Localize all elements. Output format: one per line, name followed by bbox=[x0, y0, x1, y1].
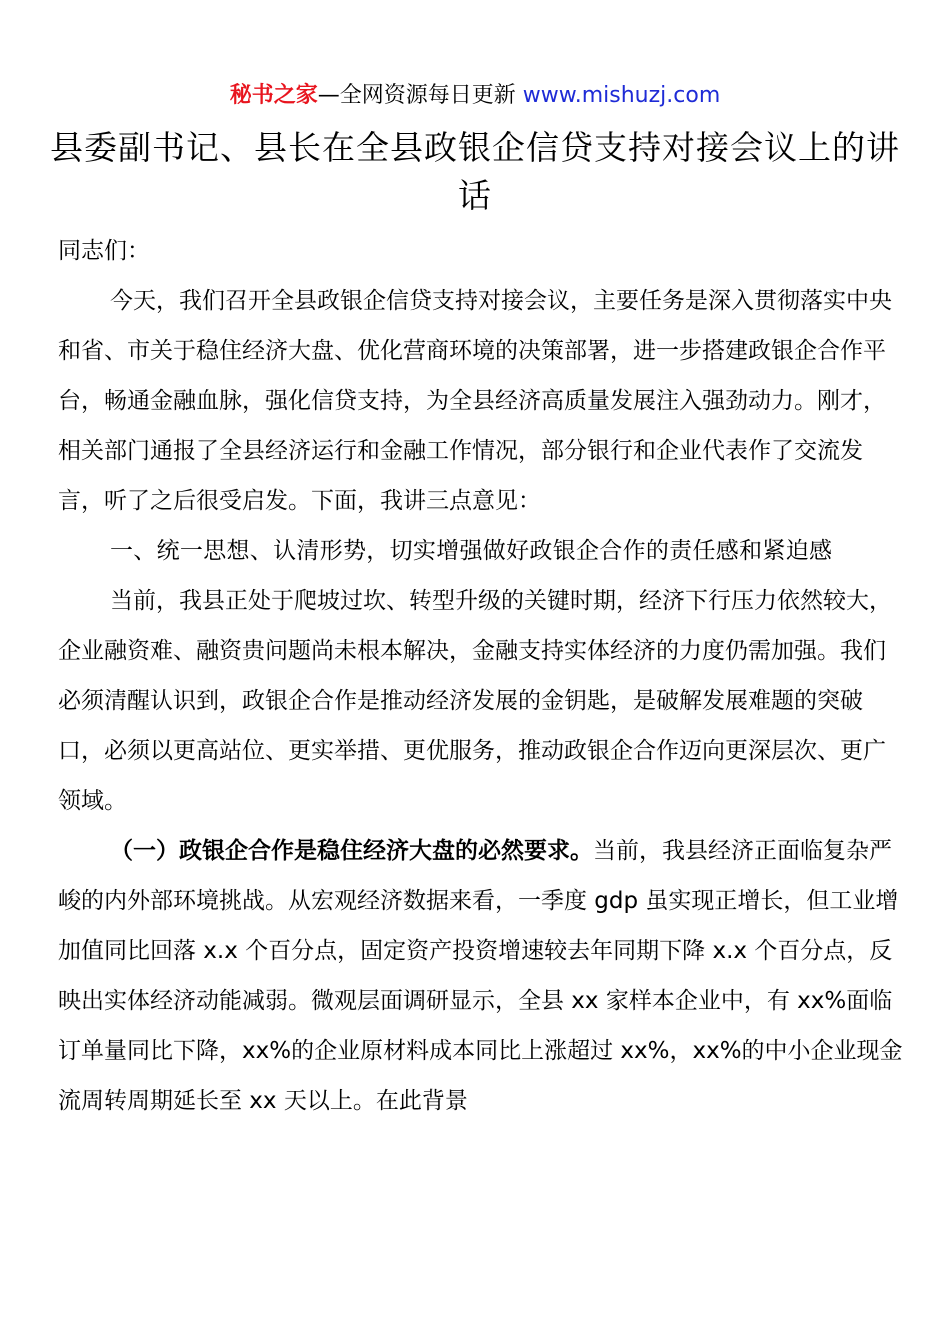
point-1-text: 当前，我县经济正面临复杂严峻的内外部环境挑战。从宏观经济数据来看，一季度 gdp 虽实现正增长，但工业增加值同比回落 x.x 个百分点，固定资产投资增速较去年同期下降 x.x 个百分点，反映出实体经济动能减弱。微观层面调研显示，全县 xx 家样本企业中，有 xx%面临订单量同比下降，xx%的企业原材料成本同比上涨超过 xx%，xx%的中小企业现金流周转周期延长至 xx 天以上。在此背景 bbox=[58, 838, 903, 1114]
document-body bbox=[58, 226, 903, 1126]
point-1-heading: （一）政银企合作是稳住经济大盘的必然要求。 bbox=[110, 838, 593, 864]
site-header bbox=[0, 80, 950, 112]
section-heading-1: 一、统一思想、认清形势，切实增强做好政银企合作的责任感和紧迫感 bbox=[110, 538, 833, 564]
site-url-link[interactable]: www.mishuzj.com bbox=[522, 83, 721, 108]
paragraph-point-1 bbox=[58, 826, 903, 1126]
paragraph-situation: 当前，我县正处于爬坡过坎、转型升级的关键时期，经济下行压力依然较大，企业融资难、融资贵问题尚未根本解决，金融支持实体经济的力度仍需加强。我们必须清醒认识到，政银企合作是推动经济发展的金钥匙，是破解发展难题的突破口，必须以更高站位、更实举措、更优服务，推动政银企合作迈向更深层次、更广领域。 bbox=[58, 588, 892, 814]
document-title: 县委副书记、县长在全县政银企信贷支持对接会议上的讲话 bbox=[50, 128, 900, 215]
paragraph-intro: 今天，我们召开全县政银企信贷支持对接会议，主要任务是深入贯彻落实中央和省、市关于稳住经济大盘、优化营商环境的决策部署，进一步搭建政银企合作平台，畅通金融血脉，强化信贷支持，为全县经济高质量发展注入强劲动力。刚才，相关部门通报了全县经济运行和金融工作情况，部分银行和企业代表作了交流发言，听了之后很受启发。下面，我讲三点意见： bbox=[58, 288, 892, 514]
header-tagline: —全网资源每日更新 bbox=[317, 83, 523, 108]
brand-name: 秘书之家 bbox=[229, 83, 318, 108]
salutation: 同志们： bbox=[58, 238, 150, 264]
